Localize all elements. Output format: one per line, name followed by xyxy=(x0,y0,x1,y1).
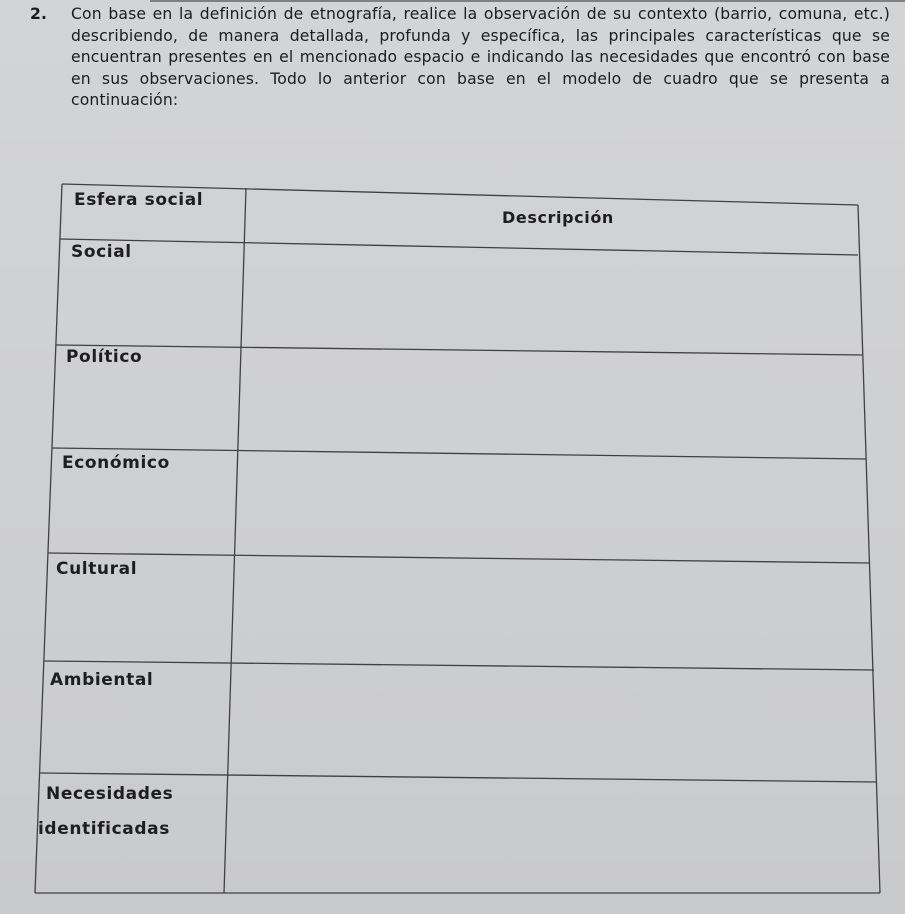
row-label-cultural: Cultural xyxy=(56,559,138,579)
header-separator xyxy=(60,239,858,255)
question-text: Con base en la definición de etnografía, realice la observación de su contexto (barrio, comuna, etc.) describiendo, de manera detallada, profunda y específica, las principales características que se encuentran presentes en el mencionado espacio e indicando las necesidades que encontró con base en sus observaciones. Todo lo anterior con base en el modelo de cuadro que se presenta a continuación: xyxy=(71,5,890,110)
row-label-identificadas: identificadas xyxy=(38,819,170,839)
header-descripcion: Descripción xyxy=(502,208,614,227)
row-label-social: Social xyxy=(71,242,132,262)
row-separator-4 xyxy=(44,661,874,670)
table-right-border xyxy=(858,205,880,893)
row-label-politico: Político xyxy=(66,347,143,367)
row-separator-3 xyxy=(48,553,870,563)
row-label-economico: Económico xyxy=(62,453,170,473)
row-separator-1 xyxy=(56,345,862,355)
table-column-divider xyxy=(224,188,246,893)
header-esfera-social: Esfera social xyxy=(74,190,204,210)
question-number: 2. xyxy=(30,5,48,23)
row-separator-2 xyxy=(52,448,866,459)
row-label-necesidades: Necesidades xyxy=(46,784,174,804)
row-label-ambiental: Ambiental xyxy=(50,670,154,690)
